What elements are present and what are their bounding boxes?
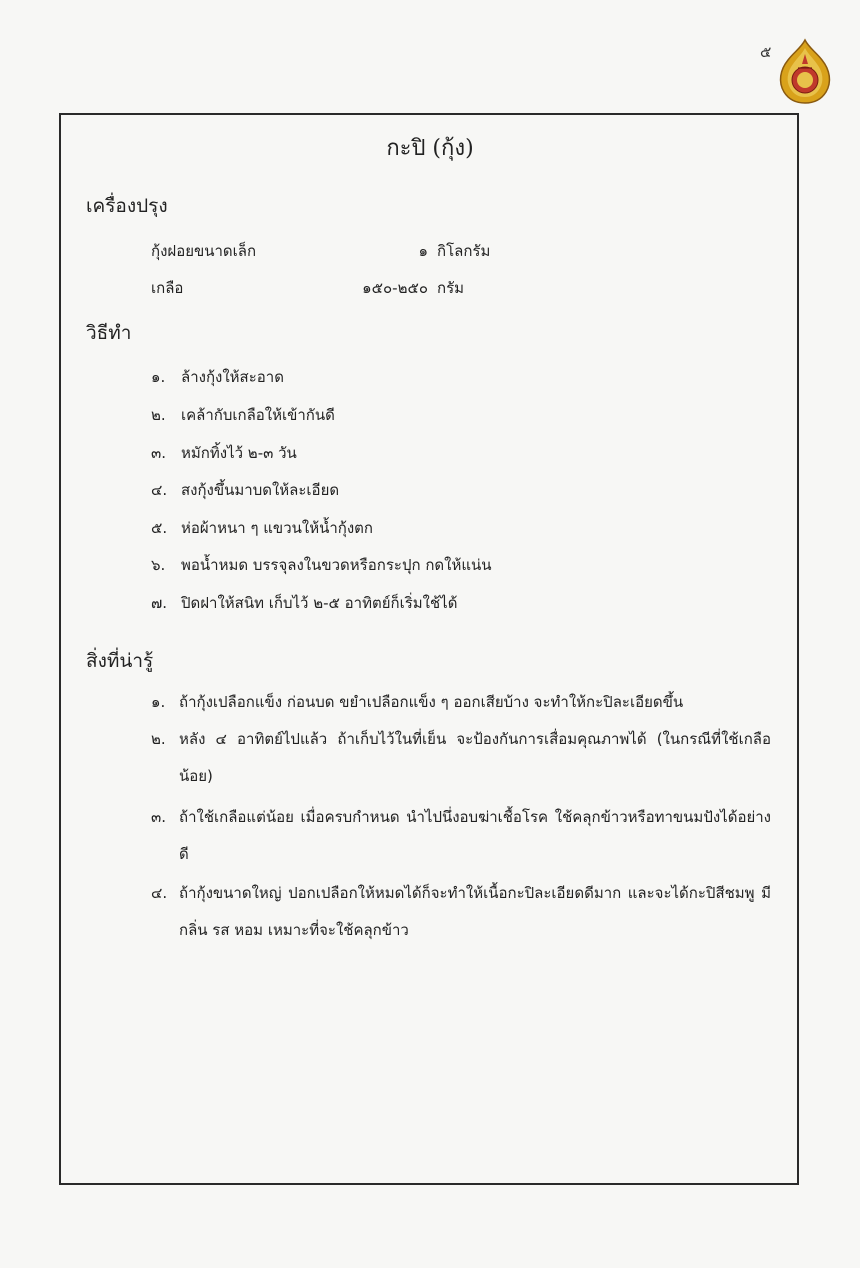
tip-item <box>151 684 771 721</box>
tip-number: ๓. <box>151 808 167 826</box>
method-step <box>151 478 771 502</box>
step-number: ๕. <box>151 519 168 537</box>
step-text: ล้างกุ้งให้สะอาด <box>181 368 284 386</box>
tip-text: หลัง ๔ อาทิตย์ไปแล้ว ถ้าเก็บไว้ในที่เย็น จะป้องกันการเสื่อมคุณภาพได้ (ในกรณีที่ใช้เกลือน้อย) <box>179 730 771 785</box>
tip-number: ๑. <box>151 693 166 711</box>
tip-number: ๔. <box>151 884 168 902</box>
tip-text: ถ้ากุ้งขนาดใหญ่ ปอกเปลือกให้หมดได้ก็จะทำให้เนื้อกะปิละเอียดดีมาก และจะได้กะปิสีชมพู มีกลิ่น รส หอม เหมาะที่จะใช้คลุกข้าว <box>179 884 771 939</box>
tips-heading: สิ่งที่น่ารู้ <box>86 650 154 672</box>
step-text: เคล้ากับเกลือให้เข้ากันดี <box>181 406 335 424</box>
tip-item <box>151 799 771 873</box>
recipe-title: กะปิ (กุ้ง) <box>386 136 474 161</box>
step-number: ๑. <box>151 368 166 386</box>
emblem-seal-icon <box>776 38 834 104</box>
tip-item <box>151 875 771 949</box>
ingredient-unit: กรัม <box>437 279 465 297</box>
method-step <box>151 591 771 615</box>
step-number: ๗. <box>151 594 168 612</box>
step-text: ปิดฝาให้สนิท เก็บไว้ ๒-๕ อาทิตย์ก็เริ่มใช้ได้ <box>181 594 458 612</box>
method-heading: วิธีทำ <box>86 322 132 344</box>
step-text: ห่อผ้าหนา ๆ แขวนให้น้ำกุ้งตก <box>181 519 373 537</box>
ingredient-quantity: ๑๕๐-๒๕๐ <box>362 279 428 297</box>
tip-item <box>151 721 771 795</box>
tip-text: ถ้าใช้เกลือแต่น้อย เมื่อครบกำหนด นำไปนึ่งอบฆ่าเชื้อโรค ใช้คลุกข้าวหรือทาขนมปังได้อย่างดี <box>179 808 771 863</box>
ingredient-quantity: ๑ <box>418 242 428 260</box>
step-text: หมักทิ้งไว้ ๒-๓ วัน <box>181 444 297 462</box>
method-step <box>151 403 771 427</box>
method-step <box>151 553 771 577</box>
step-text: พอน้ำหมด บรรจุลงในขวดหรือกระปุก กดให้แน่น <box>181 556 492 574</box>
step-number: ๓. <box>151 444 167 462</box>
method-step <box>151 365 771 389</box>
page-number: ๕ <box>760 43 772 61</box>
method-step <box>151 516 771 540</box>
step-number: ๒. <box>151 406 166 424</box>
tip-number: ๒. <box>151 730 166 748</box>
step-text: สงกุ้งขึ้นมาบดให้ละเอียด <box>181 481 340 499</box>
ingredient-unit: กิโลกรัม <box>437 242 491 260</box>
tip-text: ถ้ากุ้งเปลือกแข็ง ก่อนบด ขยำเปลือกแข็ง ๆ ออกเสียบ้าง จะทำให้กะปิละเอียดขึ้น <box>179 693 684 711</box>
content-frame <box>59 113 799 1185</box>
ingredient-row <box>151 276 651 302</box>
ingredients-heading: เครื่องปรุง <box>86 195 168 217</box>
ingredient-name: เกลือ <box>151 279 184 297</box>
ingredient-row <box>151 239 651 265</box>
step-number: ๖. <box>151 556 166 574</box>
step-number: ๔. <box>151 481 168 499</box>
method-step <box>151 441 771 465</box>
ingredient-name: กุ้งฝอยขนาดเล็ก <box>151 242 257 260</box>
